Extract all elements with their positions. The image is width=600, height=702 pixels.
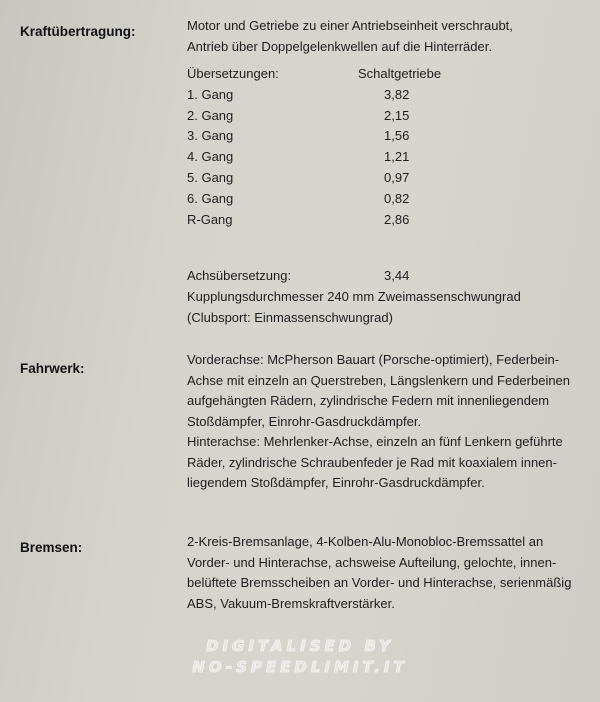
- text-line: ABS, Vakuum-Bremskraftverstärker.: [187, 595, 395, 611]
- gear-label: 4. Gang: [187, 149, 234, 165]
- gear-value: 1,21: [384, 149, 410, 165]
- axle-ratio-label: Achsübersetzung:: [187, 268, 292, 283]
- gear-label: 1. Gang: [187, 86, 234, 102]
- axle-ratio-value: 3,44: [384, 268, 410, 283]
- gear-value: 0,82: [384, 190, 410, 206]
- bremsen-description: [187, 532, 571, 614]
- text-line: liegendem Stoßdämpfer, Einrohr-Gasdruckdämpfer.: [187, 475, 485, 490]
- text-line: 2-Kreis-Bremsanlage, 4-Kolben-Alu-Monobloc-Bremssattel an: [187, 534, 544, 549]
- clutch-description: [187, 287, 521, 328]
- gear-table-header-value: Schaltgetriebe: [358, 66, 442, 81]
- watermark-line-2: NO-SPEEDLIMIT.IT: [192, 658, 408, 676]
- text-line: Hinterachse: Mehrlenker-Achse, einzeln an fünf Lenkern geführte: [187, 434, 563, 449]
- text-line: Antrieb über Doppelgelenkwellen auf die Hinterräder.: [187, 38, 492, 54]
- text-line: (Clubsport: Einmassenschwungrad): [187, 309, 393, 325]
- gear-value: 2,86: [384, 211, 410, 227]
- gear-label: 5. Gang: [187, 169, 234, 185]
- text-line: Räder, zylindrische Schraubenfeder je Rad mit koaxialem innen-: [187, 454, 557, 470]
- text-line: Achse mit einzeln an Querstreben, Längslenkern und Federbeinen: [187, 372, 571, 388]
- gear-value: 2,15: [384, 107, 410, 123]
- text-line: Motor und Getriebe zu einer Antriebseinheit verschraubt,: [187, 18, 513, 33]
- watermark-line-1: DIGITALISED BY: [206, 637, 394, 655]
- kraft-description: [187, 16, 513, 57]
- section-label-kraftuebertragung: Kraftübertragung:: [20, 24, 136, 39]
- gear-value: 3,82: [384, 86, 410, 102]
- gear-label: R-Gang: [187, 211, 233, 227]
- section-label-fahrwerk: Fahrwerk:: [20, 361, 85, 376]
- gear-table-header-label: Übersetzungen:: [187, 66, 279, 81]
- gear-label: 6. Gang: [187, 190, 234, 206]
- gear-value: 0,97: [384, 169, 410, 185]
- fahrwerk-description: [187, 350, 570, 494]
- text-line: Vorderachse: McPherson Bauart (Porsche-optimiert), Federbein-: [187, 352, 560, 367]
- text-line: Stoßdämpfer, Einrohr-Gasdruckdämpfer.: [187, 413, 422, 429]
- text-line: Vorder- und Hinterachse, achsweise Aufteilung, gelochte, innen-: [187, 554, 557, 570]
- axle-ratio-row: [187, 266, 487, 286]
- gear-label: 3. Gang: [187, 128, 234, 144]
- text-line: belüftete Bremsscheiben an Vorder- und Hinterachse, serienmäßig: [187, 575, 572, 590]
- gear-value: 1,56: [384, 128, 410, 144]
- section-label-bremsen: Bremsen:: [20, 540, 83, 555]
- text-line: aufgehängten Rädern, zylindrische Federn mit innenliegendem: [187, 393, 550, 408]
- gear-label: 2. Gang: [187, 107, 234, 123]
- text-line: Kupplungsdurchmesser 240 mm Zweimassenschwungrad: [187, 289, 521, 304]
